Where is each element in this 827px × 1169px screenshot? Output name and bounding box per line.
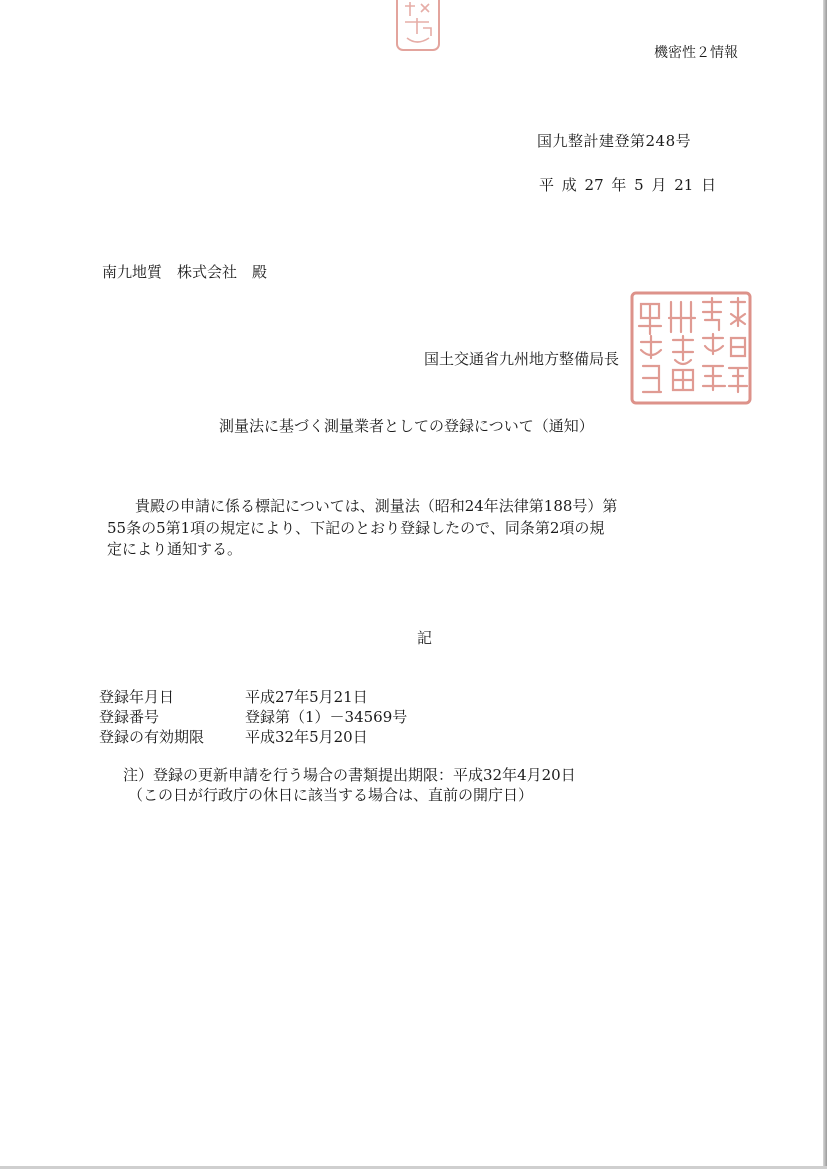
- expiry-date-value: 平成32年5月20日: [245, 728, 368, 746]
- expiry-date-label: 登録の有効期限: [99, 728, 205, 746]
- registration-date-value: 平成27年5月21日: [245, 688, 368, 706]
- sender-title: 国土交通省九州地方整備局長: [424, 350, 620, 368]
- scan-right-edge: [823, 0, 827, 1169]
- official-seal-stamp: [629, 290, 753, 406]
- renewal-note: 注）登録の更新申請を行う場合の書類提出期限：平成32年4月20日: [123, 766, 576, 784]
- document-number: 国九整計建登第248号: [537, 132, 692, 150]
- renewal-note-parenthetical: （この日が行政庁の休日に該当する場合は、直前の開庁日）: [128, 786, 534, 804]
- body-paragraph: [107, 496, 727, 561]
- classification-label: 機密性２情報: [654, 45, 738, 61]
- top-edge-seal-stamp: [393, 0, 443, 58]
- body-line: 55条の5第1項の規定により、下記のとおり登録したので、同条第2項の規: [107, 518, 605, 537]
- document-date: 平 成 27 年 5 月 21 日: [539, 176, 717, 194]
- document-subject: 測量法に基づく測量業者としての登録について（通知）: [219, 417, 594, 435]
- ki-heading: 記: [417, 629, 433, 647]
- registration-number-value: 登録第（1）－34569号: [245, 708, 408, 726]
- body-line: 貴殿の申請に係る標記については、測量法（昭和24年法律第188号）第: [135, 497, 618, 515]
- body-line: 定により通知する。: [107, 540, 243, 558]
- registration-date-label: 登録年月日: [99, 688, 175, 706]
- recipient-name: 南九地質 株式会社 殿: [102, 263, 268, 281]
- registration-number-label: 登録番号: [99, 708, 160, 726]
